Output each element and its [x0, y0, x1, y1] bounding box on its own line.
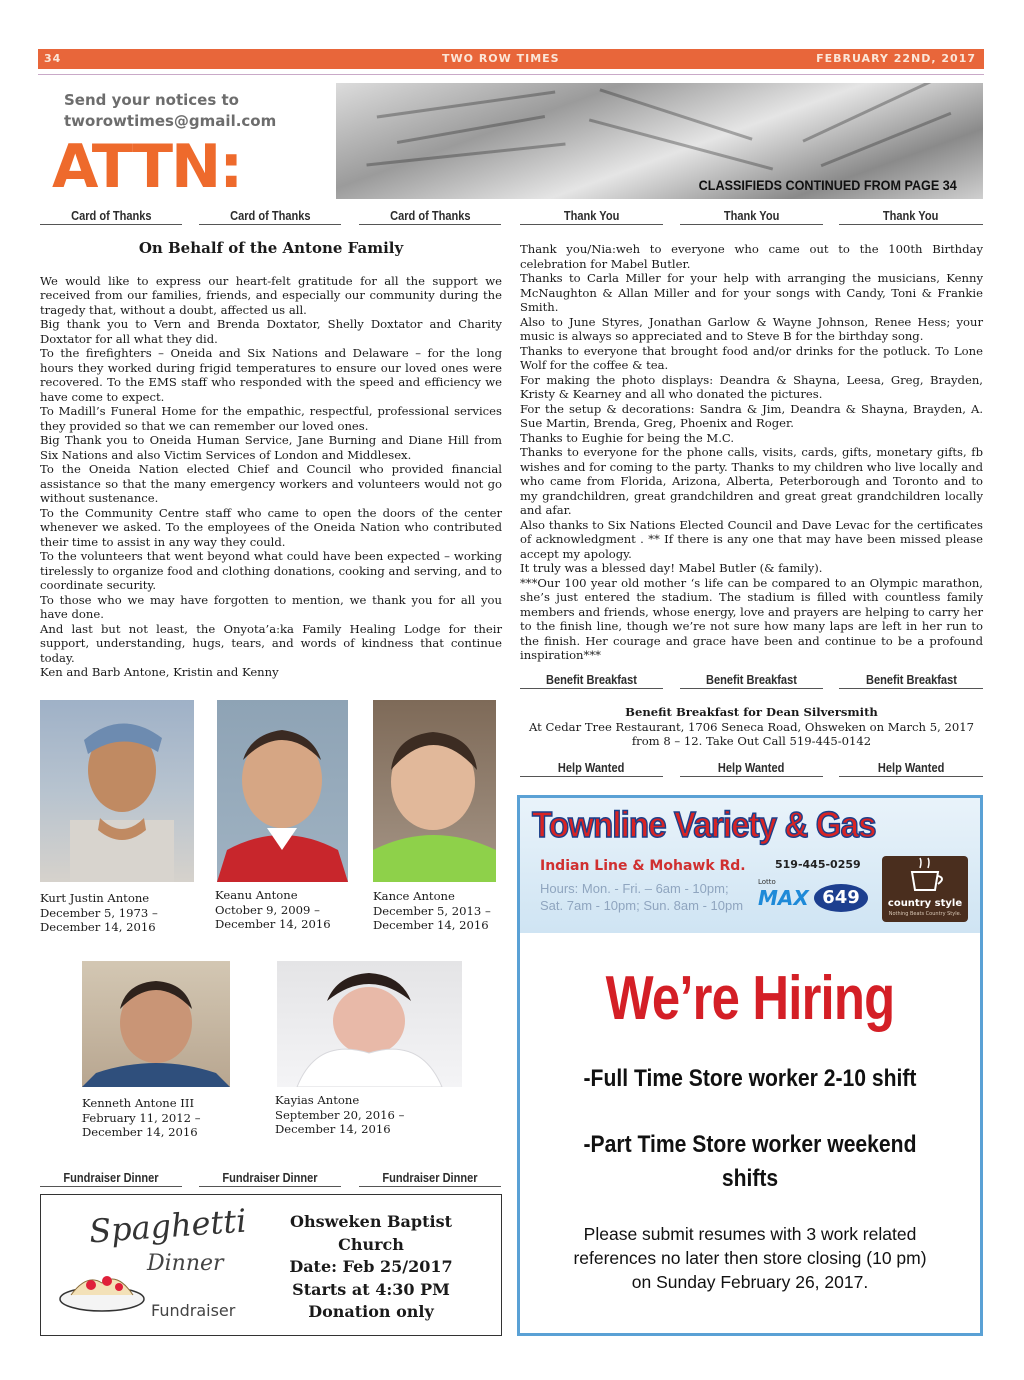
- section-card-of-thanks-2: Card of Thanks: [199, 208, 341, 225]
- section-help-wanted-1: Help Wanted: [520, 760, 663, 777]
- logo-spaghetti: Spaghetti: [87, 1201, 248, 1251]
- submit-line-1: Please submit resumes with 3 work related: [583, 1224, 917, 1244]
- thank-you-paragraph: Also to June Styres, Jonathan Garlow & Wayne Johnson, Renee Hess; your music is always so appreciated and to Steve B for the birthday song.: [520, 314, 983, 343]
- country-style-logo: [882, 856, 968, 922]
- fundraiser-venue-2: Church: [338, 1234, 404, 1254]
- memorial-died: December 14, 2016: [215, 917, 331, 931]
- spaghetti-plate-icon: [57, 1259, 147, 1315]
- portrait-kenneth: [82, 961, 230, 1087]
- antone-paragraph: To the Oneida Nation elected Chief and Council who provided financial assistance so that the many emergency workers and volunteers would not go without sustenance.: [40, 462, 502, 505]
- antone-paragraph: Big Thank you to Oneida Human Service, Jane Burning and Diane Hill from Six Nations and also Victim Services of London and Middlesex.: [40, 433, 502, 462]
- thank-you-paragraph: ***Our 100 year old mother ‘s life can be compared to an Olympic marathon, she’s just entered the stadium. The stadium is filled with countless family members and friends, whose energy, love and prayers are helping to carry her to the finish line, though we’re not sure how many laps are left in her run to the finish. Her courage and grace have been and continue to be a profound inspiration***: [520, 575, 983, 662]
- antone-paragraph: To the volunteers that went beyond what could have been expected – working tirelessly to organize food and clothing donations, cooking and serving, and to coordinate security.: [40, 549, 502, 592]
- thank-you-paragraph: Thanks to everyone for the phone calls, visits, cards, gifts, monetary gifts, fb wishes and for coming to the party. Thanks to my children who live locally and who came from Florida, Arizona, Alberta, Peterborough and Toronto and to my grandchildren, great grandchildren and great great grandchildren locally and afar.: [520, 445, 983, 517]
- memorial-name: Kance Antone: [373, 889, 455, 903]
- submit-line-3: on Sunday February 26, 2017.: [631, 1272, 869, 1292]
- benefit-line-1: At Cedar Tree Restaurant, 1706 Seneca Road, Ohsweken on March 5, 2017: [529, 719, 974, 734]
- portrait-kurt: [40, 700, 194, 882]
- antone-paragraph: Big thank you to Vern and Brenda Doxtator, Shelly Doxtator and Charity Doxtator for all what they did.: [40, 317, 502, 346]
- logo-dinner: Dinner: [147, 1251, 224, 1276]
- lotto-649-logo: 649: [814, 884, 868, 912]
- paper-name: TWO ROW TIMES: [442, 52, 560, 65]
- benefit-title: Benefit Breakfast for Dean Silversmith: [625, 705, 878, 719]
- memorial-name: Keanu Antone: [215, 888, 298, 902]
- job-part-time-line-1: -Part Time Store worker weekend: [583, 1131, 917, 1158]
- portrait-kance: [373, 700, 496, 882]
- section-card-of-thanks-1: Card of Thanks: [40, 208, 182, 225]
- section-benefit-breakfast-1: Benefit Breakfast: [520, 672, 663, 689]
- store-hours: [540, 880, 743, 914]
- memorial-caption-kurt: [40, 891, 158, 935]
- section-help-wanted-2: Help Wanted: [680, 760, 823, 777]
- section-help-wanted-3: Help Wanted: [839, 760, 983, 777]
- fundraiser-start-time: Starts at 4:30 PM: [292, 1279, 450, 1299]
- country-style-brand: country style: [887, 898, 963, 909]
- thank-you-paragraph: Thank you/Nia:weh to everyone who came out to the 100th Birthday celebration for Mabel Butler.: [520, 242, 983, 271]
- memorial-died: December 14, 2016: [40, 920, 156, 934]
- submit-instructions: [530, 1222, 970, 1294]
- header-rule: [38, 74, 984, 75]
- logo-fundraiser: Fundraiser: [151, 1301, 236, 1320]
- store-hours-weekend: Sat. 7am - 10pm; Sun. 8am - 10pm: [540, 898, 744, 913]
- memorial-died: December 14, 2016: [82, 1125, 198, 1139]
- section-fundraiser-dinner-3: Fundraiser Dinner: [359, 1170, 501, 1187]
- antone-paragraph: To Madill’s Funeral Home for the empathic, respectful, professional services they provided so that we can remember our loved ones.: [40, 404, 502, 433]
- thank-you-paragraph: For the setup & decorations: Sandra & Jim, Deandra & Shayna, Brayden, A. Sue Martin, Brenda, Greg, Phoenix and Roger.: [520, 401, 983, 430]
- notice-instructions: [64, 90, 276, 132]
- antone-paragraph: To the firefighters – Oneida and Six Nations and Delaware – for the long hours they worked during frigid temperatures to ensure our loved ones were recovered. To the EMS staff who responded with the speed and efficiency we have come to expect.: [40, 346, 502, 404]
- memorial-died: December 14, 2016: [373, 918, 489, 932]
- country-style-tagline: Nothing Beats Country Style.: [888, 911, 962, 917]
- job-part-time-line-2: shifts: [721, 1165, 779, 1192]
- antone-card-of-thanks: [40, 241, 502, 680]
- memorial-born: February 11, 2012 –: [82, 1110, 201, 1125]
- lotto-logos: [758, 878, 873, 916]
- antone-title: On Behalf of the Antone Family: [138, 239, 404, 257]
- memorial-died: December 14, 2016: [275, 1122, 391, 1136]
- memorial-name: Kurt Justin Antone: [40, 891, 150, 905]
- spaghetti-fundraiser-box: [40, 1194, 502, 1336]
- antone-paragraph: To the Community Centre staff who came to open the doors of the center whenever we asked. To the employees of the Oneida Nation who contributed their time to assist in any way they could.: [40, 505, 502, 549]
- memorial-born: December 5, 2013 –: [373, 903, 491, 918]
- hiring-headline: We’re Hiring: [605, 964, 895, 1033]
- job-part-time: [548, 1128, 953, 1196]
- job-full-time: -Full Time Store worker 2-10 shift: [583, 1065, 917, 1092]
- section-card-of-thanks-3: Card of Thanks: [359, 208, 501, 225]
- notice-line-1: Send your notices to: [64, 91, 239, 109]
- antone-signature: Ken and Barb Antone, Kristin and Kenny: [40, 665, 279, 679]
- coffee-cup-icon: [882, 856, 968, 898]
- section-thank-you-1: Thank You: [520, 208, 663, 225]
- benefit-line-2: from 8 – 12. Take Out Call 519-445-0142: [631, 734, 872, 748]
- memorial-caption-keanu: [215, 888, 331, 932]
- spaghetti-dinner-logo: [53, 1203, 263, 1329]
- memorial-name: Kayias Antone: [275, 1093, 360, 1107]
- antone-paragraph: And last but not least, the Onyota’a:ka Family Healing Lodge for their support, understanding, hugs, tears, and words of kindness that continue today.: [40, 621, 502, 665]
- newspaper-photo: [336, 83, 983, 199]
- store-name: Townline Variety & Gas: [532, 804, 876, 845]
- thank-you-paragraph: For making the photo displays: Deandra & Shayna, Leesa, Greg, Brayden, Kristy & Kearney and all who donated the pictures.: [520, 372, 983, 401]
- memorial-caption-kenneth: [82, 1096, 201, 1140]
- page-number: 34: [44, 52, 62, 65]
- memorial-born: September 20, 2016 –: [275, 1107, 405, 1122]
- section-thank-you-2: Thank You: [680, 208, 823, 225]
- store-hours-weekday: Hours: Mon. - Fri. – 6am - 10pm;: [540, 881, 729, 896]
- thank-you-paragraph: Thanks to Eughie for being the M.C.: [520, 430, 735, 445]
- antone-paragraph: To those who we may have forgotten to mention, we thank you for all you have done.: [40, 592, 502, 621]
- store-address: Indian Line & Mohawk Rd.: [540, 858, 746, 874]
- section-fundraiser-dinner-1: Fundraiser Dinner: [40, 1170, 182, 1187]
- fundraiser-details: [271, 1211, 471, 1324]
- portrait-kayias: [277, 961, 462, 1087]
- section-fundraiser-dinner-2: Fundraiser Dinner: [199, 1170, 341, 1187]
- notice-email: tworowtimes@gmail.com: [64, 112, 277, 130]
- fundraiser-donation: Donation only: [308, 1302, 434, 1321]
- ad-header: [520, 798, 980, 933]
- attn-heading: ATTN:: [52, 132, 242, 202]
- page-header-bar: [38, 49, 984, 69]
- memorial-name: Kenneth Antone III: [82, 1096, 195, 1110]
- memorial-caption-kayias: [275, 1093, 404, 1137]
- thank-you-paragraph: Also thanks to Six Nations Elected Council and Dave Levac for the certificates of acknowledgment . ** If there is any one that may have been missed please accept my apology.: [520, 517, 983, 561]
- thank-you-paragraph: Thanks to everyone that brought food and/or drinks for the potluck. To Lone Wolf for the coffee & tea.: [520, 343, 983, 372]
- submit-line-2: references no later then store closing (10 pm): [573, 1248, 927, 1268]
- section-thank-you-3: Thank You: [839, 208, 983, 225]
- fundraiser-date: Date: Feb 25/2017: [289, 1257, 453, 1276]
- classifieds-caption: CLASSIFIEDS CONTINUED FROM PAGE 34: [698, 177, 957, 193]
- lotto-small-label: Lotto: [758, 878, 776, 886]
- townline-hiring-ad: [517, 795, 983, 1336]
- antone-paragraph: We would like to express our heart-felt gratitude for all the support we received from our families, friends, and especially our community during the tragedy that, without a doubt, affected us all.: [40, 273, 502, 317]
- memorial-born: October 9, 2009 –: [215, 902, 320, 917]
- section-benefit-breakfast-3: Benefit Breakfast: [839, 672, 983, 689]
- benefit-breakfast-notice: [520, 705, 983, 749]
- section-benefit-breakfast-2: Benefit Breakfast: [680, 672, 823, 689]
- thank-you-paragraph: Thanks to Carla Miller for your help with arranging the musicians, Kenny McNaughton & Allan Miller and for your songs with Candy, Toni & Frankie Smith.: [520, 271, 983, 314]
- butler-thank-you: [520, 242, 983, 663]
- memorial-born: December 5, 1973 –: [40, 905, 158, 920]
- portrait-keanu: [217, 700, 348, 882]
- memorial-caption-kance: [373, 889, 491, 933]
- issue-date: FEBRUARY 22ND, 2017: [816, 52, 976, 65]
- fundraiser-venue-1: Ohsweken Baptist: [290, 1212, 452, 1231]
- thank-you-paragraph: It truly was a blessed day! Mabel Butler (& family).: [520, 561, 823, 575]
- lotto-max-logo: MAX: [758, 886, 809, 910]
- store-phone: 519-445-0259: [775, 858, 861, 871]
